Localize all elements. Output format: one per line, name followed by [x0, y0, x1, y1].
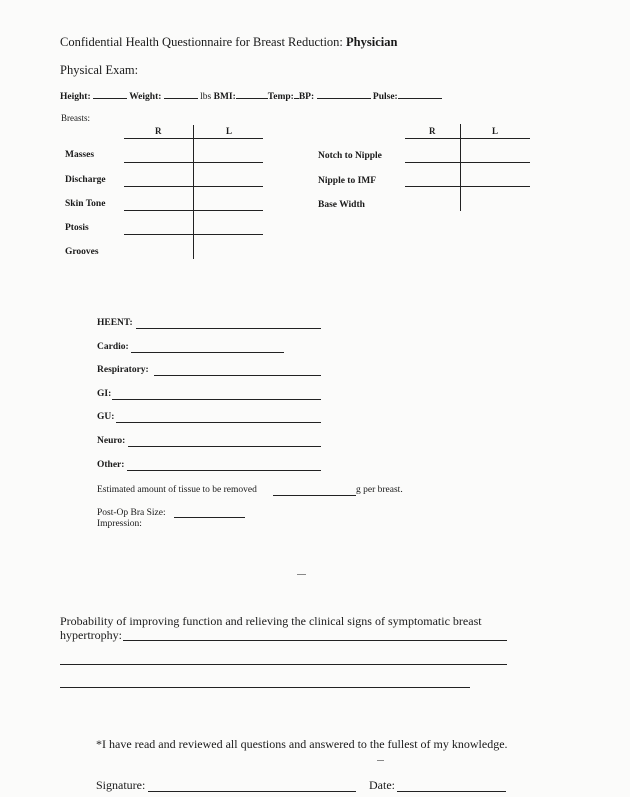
physical-exam-heading: Physical Exam: — [60, 63, 139, 77]
bp-field[interactable] — [317, 89, 371, 99]
nipple-to-imf-entry-line[interactable] — [405, 186, 530, 187]
date-label: Date: — [369, 778, 395, 792]
stray-mark-2 — [377, 760, 384, 761]
probability-answer-line1[interactable] — [123, 640, 507, 641]
gu-label: GU: — [97, 412, 115, 422]
title-emphasis: Physician — [346, 35, 398, 49]
pulse-label: Pulse: — [372, 92, 398, 102]
probability-answer-line2[interactable] — [60, 664, 507, 665]
respiratory-label: Respiratory: — [97, 365, 149, 375]
weight-label: Weight: — [129, 92, 162, 102]
tissue-estimate-label: Estimated amount of tissue to be removed — [97, 485, 257, 495]
ptosis-entry-line[interactable] — [124, 234, 263, 235]
gi-label: GI: — [97, 389, 112, 399]
probability-answer-line3[interactable] — [60, 687, 470, 688]
temp-label: Temp: — [267, 92, 294, 102]
row-label-masses: Masses — [65, 150, 95, 160]
row-label-discharge: Discharge — [65, 175, 106, 185]
neuro-label: Neuro: — [97, 436, 126, 446]
row-label-nipple-to-imf: Nipple to IMF — [318, 176, 377, 186]
bra-size-label: Post-Op Bra Size: — [97, 508, 166, 518]
neuro-field[interactable] — [128, 446, 321, 447]
height-label: Height: — [60, 92, 91, 102]
cardio-field[interactable] — [131, 352, 284, 353]
bmi-label: BMI: — [213, 92, 236, 102]
impression-label: Impression: — [97, 519, 142, 529]
left-table-divider — [193, 125, 194, 259]
date-field[interactable] — [397, 791, 506, 792]
vitals-row — [60, 89, 442, 102]
row-label-grooves: Grooves — [65, 247, 99, 257]
row-label-base-width: Base Width — [318, 200, 365, 210]
row-label-ptosis: Ptosis — [65, 223, 89, 233]
bmi-field[interactable] — [236, 89, 268, 99]
other-label: Other: — [97, 460, 125, 470]
notch-to-nipple-entry-line[interactable] — [405, 162, 530, 163]
heent-label: HEENT: — [97, 318, 133, 328]
discharge-entry-line[interactable] — [124, 186, 263, 187]
height-field[interactable] — [93, 89, 127, 99]
right-table-divider — [460, 124, 461, 211]
signature-label: Signature: — [96, 778, 146, 792]
weight-field[interactable] — [164, 89, 198, 99]
row-label-skin-tone: Skin Tone — [65, 199, 106, 209]
gu-field[interactable] — [116, 422, 321, 423]
respiratory-field[interactable] — [154, 375, 321, 376]
masses-entry-line[interactable] — [124, 162, 263, 163]
stray-mark — [297, 574, 306, 575]
left-table-col-r: R — [155, 126, 162, 136]
gi-field[interactable] — [112, 399, 321, 400]
cardio-label: Cardio: — [97, 342, 129, 352]
right-table-header-rule — [405, 138, 530, 139]
lbs-unit: lbs — [200, 92, 212, 102]
probability-question-line1: Probability of improving function and relieving the clinical signs of symptomatic breast — [60, 614, 482, 628]
tissue-unit-label: g per breast. — [356, 485, 403, 495]
row-label-notch-to-nipple: Notch to Nipple — [318, 151, 382, 161]
document-title — [60, 35, 397, 50]
right-table-col-r: R — [429, 126, 436, 136]
breasts-label: Breasts: — [61, 113, 90, 123]
probability-question-line2: hypertrophy: — [60, 628, 122, 642]
pulse-field[interactable] — [398, 89, 442, 99]
skin-tone-entry-line[interactable] — [124, 210, 263, 211]
attestation-statement: *I have read and reviewed all questions and answered to the fullest of my knowledge. — [96, 737, 508, 751]
heent-field[interactable] — [136, 328, 321, 329]
signature-field[interactable] — [148, 791, 356, 792]
other-field[interactable] — [127, 470, 321, 471]
right-table-col-l: L — [492, 126, 499, 136]
bra-size-field[interactable] — [174, 517, 245, 518]
left-table-col-l: L — [226, 126, 233, 136]
tissue-estimate-field[interactable] — [273, 495, 356, 496]
bp-label: BP: — [298, 92, 315, 102]
title-prefix: Confidential Health Questionnaire for Breast Reduction: — [60, 35, 347, 49]
